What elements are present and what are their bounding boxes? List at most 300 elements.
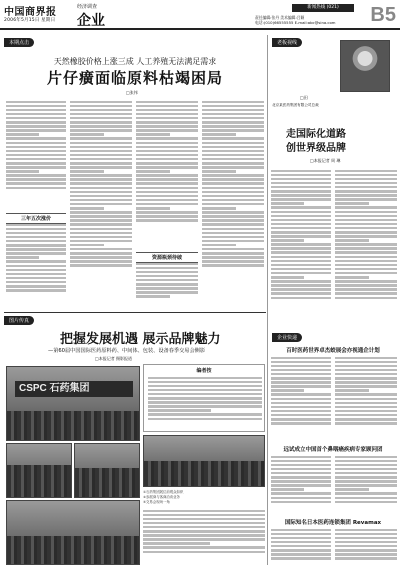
text-line [70,187,132,190]
text-line [202,150,264,153]
section-tag-briefs: 企业快递 [272,333,302,342]
text-line [271,190,331,193]
text-line [335,553,397,556]
text-line [6,174,66,177]
text-line [335,418,397,421]
text-line [271,484,331,487]
text-line [335,284,397,287]
text-line [271,243,331,246]
text-line [6,252,66,255]
story-subhead-1: 三年五次涨价 [6,213,66,224]
text-line [136,170,170,173]
text-line [335,373,397,376]
section-big: 企业 [77,13,105,29]
text-line [6,117,66,120]
text-line [70,207,104,210]
text-line [6,285,66,288]
text-line [202,158,264,161]
text-line [136,166,198,169]
text-line [70,256,132,259]
text-line [335,549,397,552]
text-line [70,113,132,116]
text-line [335,186,397,189]
text-line [136,295,170,298]
issue-date: 2006年5月15日 星期日 [4,18,56,23]
interview-headline-line-1: 走国际化道路 [286,129,346,140]
text-line [202,166,264,169]
text-line [70,223,132,226]
text-line [271,219,331,222]
text-line [271,186,331,189]
text-line [143,514,265,517]
text-line [202,244,236,247]
text-line [148,385,262,388]
caption-3: ③交易会现场一角 [143,500,170,504]
text-line [335,276,369,279]
story-text-col-1b [6,222,66,308]
text-line [70,191,132,194]
text-line [335,377,397,380]
text-line [335,268,397,271]
text-line [136,287,198,290]
text-line [202,101,264,104]
brief-2-text-col-1 [271,454,331,514]
text-line [271,260,331,263]
text-line [70,244,104,247]
section-label [77,3,105,29]
text-line [335,464,397,467]
text-line [70,260,132,263]
text-line [136,154,198,157]
text-line [136,219,198,222]
text-line [202,232,264,235]
text-line [335,170,397,173]
text-line [335,557,397,560]
photo-captions [143,490,265,505]
text-line [6,269,66,272]
text-line [335,468,397,471]
text-line [202,113,264,116]
text-line [202,203,264,206]
text-line [271,418,331,421]
text-line [271,365,331,368]
text-line [271,223,331,226]
text-line [335,247,397,250]
photo-negotiation [74,443,140,498]
text-line [271,377,331,380]
text-line [202,178,264,181]
page-number: B5 [370,4,396,26]
text-line [6,113,66,116]
text-line [136,267,198,270]
text-line [271,369,331,372]
text-line [202,174,264,177]
text-line [136,158,198,161]
text-line [6,158,66,161]
text-line [271,501,331,504]
text-line [148,397,262,400]
text-line [271,533,331,536]
interview-text-col-1 [271,168,331,328]
text-line [335,545,397,548]
text-line [271,492,331,495]
text-line [335,497,397,500]
text-line [271,288,331,291]
text-line [148,389,262,392]
story-subhead-2: 资源瓶颈待破 [136,252,198,263]
text-line [271,178,331,181]
text-line [136,121,198,124]
photo-booth-main [6,366,140,441]
text-line [271,464,331,467]
text-line [271,476,331,479]
text-line [335,541,397,544]
text-line [335,297,397,300]
text-line [70,101,132,104]
text-line [271,389,304,392]
text-line [335,361,397,364]
text-line [6,260,66,263]
text-line [202,211,264,214]
brief-1-text-col-2 [335,355,397,440]
text-line [6,244,66,247]
text-line [202,215,264,218]
caption-1: ①石药集团展位前观众如织 [143,490,184,494]
text-line [335,264,397,267]
text-line [136,142,198,145]
text-line [136,182,198,185]
text-line [6,289,66,292]
text-line [202,125,264,128]
photo-story-text [143,508,265,566]
text-line [70,162,132,165]
text-line [70,236,132,239]
text-line [335,174,397,177]
story-divider [4,312,266,313]
text-line [70,211,132,214]
text-line [70,154,132,157]
text-line [6,170,39,173]
text-line [202,219,264,222]
text-line [335,537,397,540]
story-text-col-3b [136,261,198,308]
text-line [271,549,331,552]
text-line [202,236,264,239]
text-line [335,182,397,185]
photo-story-byline: □本报记者 摄影报道 [95,356,133,361]
brief-3-text-col-2 [335,527,397,567]
text-line [136,178,198,181]
text-line [136,203,198,206]
text-line [70,109,132,112]
brief-3-text-col-1 [271,527,331,567]
text-line [202,162,264,165]
text-line [6,166,66,169]
text-line [271,373,331,376]
text-line [271,170,331,173]
text-line [70,117,132,120]
editor-note-title: 编者按 [196,368,212,374]
text-line [271,460,331,463]
text-line [271,545,331,548]
brief-3-title: 国际知名日本医药连锁集团 Revamax [284,520,382,526]
text-line [136,279,198,282]
brief-2-text-col-2 [335,454,397,514]
text-line [271,406,331,409]
story-text-col-2 [70,99,132,308]
text-line [6,101,66,104]
text-line [6,265,66,268]
text-line [70,248,132,251]
text-line [148,381,262,384]
text-line [335,365,397,368]
text-line [335,476,397,479]
text-line [148,401,262,404]
text-line [271,402,331,405]
text-line [143,546,265,549]
section-tag-left: 本期点击 [4,38,34,47]
text-line [335,414,397,417]
text-line [202,195,264,198]
text-line [136,137,198,140]
text-line [271,280,331,283]
text-line [271,235,331,238]
text-line [6,154,66,157]
text-line [335,227,397,230]
text-line [271,414,331,417]
photo-hall [143,435,265,487]
text-line [6,129,66,132]
text-line [335,472,397,475]
text-line [136,105,198,108]
interview-text-col-2 [335,168,397,328]
photo-story-headline: 把握发展机遇 展示品牌魅力 [60,332,221,347]
text-line [6,105,66,108]
text-line [335,393,397,396]
text-line [202,121,264,124]
text-line [136,133,170,136]
text-line [335,251,397,254]
text-line [6,187,66,190]
text-line [6,121,66,124]
text-line [202,117,264,120]
text-line [70,215,132,218]
text-line [6,109,66,112]
text-line [6,232,66,235]
text-line [335,398,397,401]
text-line [70,146,132,149]
masthead-banner: 新闻热线 (021) [292,4,354,12]
photo-story-subtitle: —第60届中国国际医药原料药、中间体、包装、设备春季交易会侧影 [48,348,206,354]
text-line [143,542,210,545]
text-line [335,272,397,275]
text-line [6,277,66,280]
text-line [70,125,132,128]
text-line [136,146,198,149]
text-line [148,413,262,416]
text-line [271,488,304,491]
text-line [6,224,66,227]
crowd-texture-2 [7,465,71,497]
text-line [70,105,132,108]
text-line [148,405,262,408]
text-line [271,211,331,214]
text-line [6,137,66,140]
booth-sign: CSPC 石药集团 [15,381,133,397]
text-line [335,288,397,291]
text-line [202,170,236,173]
text-line [202,142,264,145]
photo-exhibit-floor [6,500,140,565]
text-line [70,195,132,198]
text-line [70,219,132,222]
section-small: 经济调查 [77,4,98,10]
text-line [136,187,198,190]
text-line [335,190,397,193]
masthead-contact [255,15,355,25]
text-line [335,406,397,409]
text-line [335,231,397,234]
text-line [136,150,198,153]
text-line [335,381,397,384]
text-line [148,418,262,421]
text-line [271,529,331,532]
text-line [136,101,198,104]
text-line [271,247,331,250]
brief-2-title: 远试成立中国首个鼻咽癌疾病专家顾问团 [283,447,383,453]
text-line [136,162,198,165]
text-line [143,522,265,525]
text-line [70,264,132,267]
text-line [271,215,331,218]
text-line [271,468,331,471]
text-line [335,223,397,226]
crowd-texture-5 [7,536,139,564]
text-line [271,456,331,459]
text-line [70,182,132,185]
text-line [335,492,397,495]
text-line [143,551,265,554]
text-line [70,174,132,177]
editor-note-text [148,375,262,431]
text-line [202,187,264,190]
text-line [271,227,331,230]
text-line [271,256,331,259]
text-line [335,460,397,463]
text-line [271,251,331,254]
text-line [271,268,331,271]
text-line [335,178,397,181]
text-line [271,182,331,185]
text-line [271,422,331,425]
text-line [136,113,198,116]
text-line [271,497,331,500]
text-line [148,393,262,396]
text-line [6,256,39,259]
text-line [271,231,331,234]
text-line [70,142,132,145]
text-line [202,129,264,132]
text-line [202,191,264,194]
text-line [136,291,198,294]
text-line [335,256,397,259]
text-line [202,154,264,157]
text-line [6,236,66,239]
text-line [271,284,331,287]
interview-byline: □本报记者 周 琳 [310,158,341,163]
text-line [335,239,369,242]
text-line [271,292,331,295]
interview-headline [286,128,346,156]
text-line [202,260,264,263]
text-line [271,537,331,540]
executive-portrait [340,40,390,92]
text-line [202,252,264,255]
story-kicker: 天然橡胶价格上涨三成 人工养殖无法满足需求 [53,57,217,66]
text-line [202,223,264,226]
text-line [70,199,132,202]
text-line [70,228,132,231]
text-line [271,297,331,300]
text-line [70,240,132,243]
section-tag-photo: 图片传真 [4,316,34,325]
newspaper-logo: 中国商界报 [4,7,57,18]
text-line [335,501,397,504]
text-line [136,174,198,177]
text-line [335,480,397,483]
section-tag-right: 老板视线 [272,38,302,47]
crowd-texture-4 [144,461,264,486]
text-line [271,393,331,396]
text-line [6,240,66,243]
text-line [202,248,264,251]
story-byline: □张纬 [126,90,138,95]
text-line [202,146,264,149]
crowd-texture-3 [75,468,139,497]
text-line [136,195,198,198]
text-line [271,198,331,201]
text-line [335,357,397,360]
text-line [202,264,264,267]
text-line [202,256,264,259]
text-line [202,105,264,108]
text-line [271,239,304,242]
text-line [202,109,264,112]
text-line [70,121,132,124]
column-divider [267,35,268,565]
text-line [136,275,198,278]
text-line [271,174,331,177]
text-line [271,202,304,205]
text-line [335,410,397,413]
text-line [335,529,397,532]
text-line [136,117,198,120]
contact-phone: 电话:(010)66555555 E-mail:abc@sina.com [255,20,336,25]
editor-note-box [143,364,265,432]
text-line [335,198,397,201]
text-line [70,166,132,169]
crowd-texture [7,411,139,440]
text-line [335,219,397,222]
text-line [6,248,66,251]
text-line [271,361,331,364]
story-text-col-1 [6,99,66,209]
text-line [202,199,264,202]
text-line [136,191,198,194]
text-line [6,125,66,128]
text-line [70,252,132,255]
text-line [271,385,331,388]
